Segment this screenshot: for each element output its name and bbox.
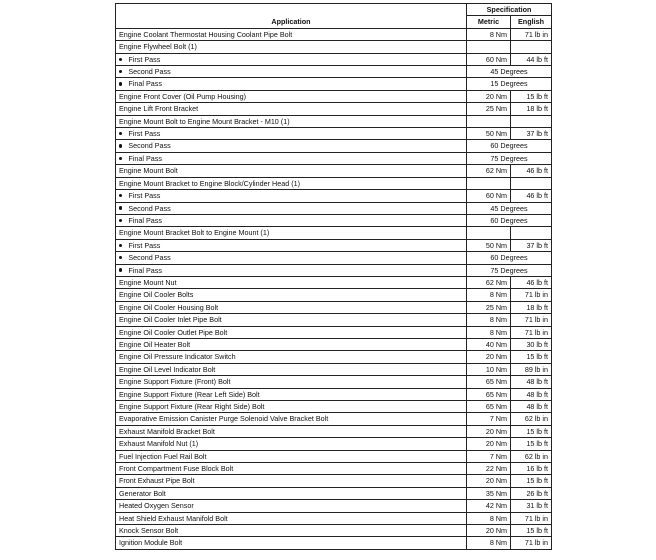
english-cell: 48 lb ft [511,376,552,388]
english-cell: 16 lb ft [511,463,552,475]
table-row [116,252,552,264]
metric-cell: 20 Nm [467,351,511,363]
table-row [116,388,552,400]
metric-cell: 8 Nm [467,314,511,326]
header-row-top [116,4,552,16]
application-cell [116,252,467,264]
application-label: Final Pass [128,265,162,275]
application-label: Engine Lift Front Bracket [119,104,199,114]
application-cell [116,326,467,338]
angle-spec-cell: 60 Degrees [467,252,552,264]
table-row [116,66,552,78]
table-row [116,90,552,102]
table-row [116,525,552,537]
table-row [116,351,552,363]
application-cell [116,450,467,462]
table-row [116,264,552,276]
application-label: Second Pass [128,203,171,213]
metric-cell: 8 Nm [467,512,511,524]
english-cell: 31 lb ft [511,500,552,512]
angle-spec-cell: 60 Degrees [467,214,552,226]
table-row [116,314,552,326]
application-cell [116,512,467,524]
table-row [116,140,552,152]
application-label: Engine Mount Bracket to Engine Block/Cylinder Head (1) [119,178,300,188]
table-row [116,413,552,425]
application-label: Exhaust Manifold Bracket Bolt [119,426,215,436]
application-label: Knock Sensor Bolt [119,526,179,536]
application-cell [116,165,467,177]
bullet-icon [119,58,122,61]
angle-spec-cell: 45 Degrees [467,202,552,214]
english-cell: 62 lb in [511,450,552,462]
table-row [116,152,552,164]
application-label: First Pass [128,240,161,250]
table-row [116,438,552,450]
application-cell [116,289,467,301]
bullet-icon [119,144,122,147]
application-label: Engine Oil Cooler Bolts [119,290,194,300]
english-cell: 15 lb ft [511,351,552,363]
english-cell: 15 lb ft [511,525,552,537]
application-label: Engine Oil Cooler Outlet Pipe Bolt [119,327,228,337]
english-cell [511,115,552,127]
bullet-icon [119,219,122,222]
metric-cell: 22 Nm [467,463,511,475]
table-row [116,227,552,239]
english-cell: 18 lb ft [511,103,552,115]
english-cell: 71 lb in [511,28,552,40]
application-label: Ignition Module Bolt [119,538,183,548]
bullet-icon [119,70,122,73]
english-cell: 48 lb ft [511,401,552,413]
angle-spec-cell: 60 Degrees [467,140,552,152]
application-cell [116,115,467,127]
application-label: Engine Mount Bolt [119,166,178,176]
table-row [116,463,552,475]
english-cell [511,227,552,239]
application-label: Engine Oil Cooler Inlet Pipe Bolt [119,315,222,325]
application-cell [116,78,467,90]
metric-cell: 42 Nm [467,500,511,512]
application-label: Heat Shield Exhaust Manifold Bolt [119,513,228,523]
table-row [116,301,552,313]
application-cell [116,401,467,413]
table-row [116,239,552,251]
application-label: Engine Oil Pressure Indicator Switch [119,352,236,362]
english-cell: 62 lb in [511,413,552,425]
bullet-icon [119,244,122,247]
application-cell [116,66,467,78]
metric-cell [467,115,511,127]
metric-cell: 20 Nm [467,525,511,537]
table-row [116,53,552,65]
application-cell [116,202,467,214]
application-cell [116,264,467,276]
table-row [116,276,552,288]
table-row [116,115,552,127]
application-label: Engine Mount Bracket Bolt to Engine Mount (1) [119,228,270,238]
application-label: Engine Coolant Thermostat Housing Coolant Pipe Bolt [119,29,293,39]
angle-spec-cell: 45 Degrees [467,66,552,78]
application-cell [116,525,467,537]
metric-cell [467,41,511,53]
english-cell [511,41,552,53]
english-cell: 37 lb ft [511,239,552,251]
metric-cell: 7 Nm [467,450,511,462]
english-cell: 46 lb ft [511,190,552,202]
metric-cell: 60 Nm [467,190,511,202]
metric-cell: 62 Nm [467,165,511,177]
column-header-english: English [511,16,552,28]
application-cell [116,500,467,512]
metric-cell: 20 Nm [467,438,511,450]
table-row [116,487,552,499]
application-label: Final Pass [128,79,162,89]
english-cell: 15 lb ft [511,90,552,102]
table-row [116,450,552,462]
application-cell [116,537,467,549]
application-cell [116,363,467,375]
metric-cell: 8 Nm [467,289,511,301]
application-cell [116,276,467,288]
table-body [116,28,552,549]
application-label: Second Pass [128,67,171,77]
application-label: Evaporative Emission Canister Purge Solenoid Valve Bracket Bolt [119,414,329,424]
metric-cell: 65 Nm [467,376,511,388]
application-label: Second Pass [128,253,171,263]
table-row [116,177,552,189]
english-cell: 26 lb ft [511,487,552,499]
english-cell: 15 lb ft [511,475,552,487]
table-row [116,338,552,350]
application-cell [116,128,467,140]
application-cell [116,314,467,326]
bullet-icon [119,206,122,209]
english-cell: 71 lb in [511,512,552,524]
application-cell [116,152,467,164]
application-cell [116,227,467,239]
application-cell [116,239,467,251]
application-label: Engine Front Cover (Oil Pump Housing) [119,91,247,101]
application-label: Generator Bolt [119,488,166,498]
application-cell [116,351,467,363]
metric-cell: 62 Nm [467,276,511,288]
english-cell: 37 lb ft [511,128,552,140]
application-label: Second Pass [128,141,171,151]
application-label: Exhaust Manifold Nut (1) [119,439,199,449]
metric-cell: 40 Nm [467,338,511,350]
table-row [116,214,552,226]
table-row [116,289,552,301]
english-cell: 71 lb in [511,289,552,301]
application-cell [116,438,467,450]
table-row [116,41,552,53]
english-cell: 30 lb ft [511,338,552,350]
metric-cell: 20 Nm [467,425,511,437]
bullet-icon [119,157,122,160]
table-row [116,363,552,375]
metric-cell: 60 Nm [467,53,511,65]
application-cell [116,140,467,152]
application-cell [116,388,467,400]
metric-cell: 8 Nm [467,326,511,338]
metric-cell: 50 Nm [467,239,511,251]
application-label: Fuel Injection Fuel Rail Bolt [119,451,207,461]
english-cell: 15 lb ft [511,425,552,437]
application-label: Engine Oil Cooler Housing Bolt [119,302,219,312]
angle-spec-cell: 75 Degrees [467,264,552,276]
application-label: Engine Support Fixture (Rear Left Side) Bolt [119,389,260,399]
bullet-icon [119,132,122,135]
table-row [116,128,552,140]
table-row [116,326,552,338]
application-label: Heated Oxygen Sensor [119,501,194,511]
metric-cell: 50 Nm [467,128,511,140]
table-row [116,165,552,177]
application-cell [116,376,467,388]
application-cell [116,413,467,425]
application-label: First Pass [128,54,161,64]
english-cell: 71 lb in [511,537,552,549]
table-row [116,78,552,90]
column-header-specification: Specification [467,4,552,16]
column-header-application: Application [116,4,467,29]
table-row [116,537,552,549]
application-label: Final Pass [128,153,162,163]
bullet-icon [119,268,122,271]
column-header-metric: Metric [467,16,511,28]
metric-cell: 25 Nm [467,301,511,313]
metric-cell: 20 Nm [467,90,511,102]
english-cell: 89 lb in [511,363,552,375]
english-cell: 44 lb ft [511,53,552,65]
metric-cell: 65 Nm [467,401,511,413]
metric-cell: 65 Nm [467,388,511,400]
application-cell [116,338,467,350]
application-label: Final Pass [128,215,162,225]
table-row [116,512,552,524]
english-cell: 71 lb in [511,314,552,326]
angle-spec-cell: 15 Degrees [467,78,552,90]
application-label: Engine Oil Heater Bolt [119,339,191,349]
metric-cell: 35 Nm [467,487,511,499]
application-label: Engine Support Fixture (Rear Right Side) Bolt [119,402,265,411]
application-cell [116,487,467,499]
application-label: Engine Support Fixture (Front) Bolt [119,377,231,387]
metric-cell: 10 Nm [467,363,511,375]
angle-spec-cell: 75 Degrees [467,152,552,164]
english-cell: 71 lb in [511,326,552,338]
bullet-icon [119,82,122,85]
metric-cell: 8 Nm [467,537,511,549]
table-row [116,376,552,388]
application-cell [116,103,467,115]
application-label: First Pass [128,129,161,139]
bullet-icon [119,256,122,259]
metric-cell: 7 Nm [467,413,511,425]
application-cell [116,90,467,102]
application-label: Engine Flywheel Bolt (1) [119,42,197,52]
table-row [116,425,552,437]
metric-cell [467,177,511,189]
application-label: Front Exhaust Pipe Bolt [119,476,195,486]
english-cell: 46 lb ft [511,165,552,177]
application-label: Engine Oil Level Indicator Bolt [119,364,216,374]
bullet-icon [119,194,122,197]
table-row [116,103,552,115]
table-row [116,500,552,512]
english-cell: 18 lb ft [511,301,552,313]
english-cell: 15 lb ft [511,438,552,450]
application-cell [116,41,467,53]
metric-cell: 8 Nm [467,28,511,40]
english-cell: 46 lb ft [511,276,552,288]
application-cell [116,425,467,437]
application-cell [116,177,467,189]
application-label: Engine Mount Nut [119,277,177,287]
application-cell [116,190,467,202]
application-cell [116,53,467,65]
table-row [116,190,552,202]
table-row [116,475,552,487]
application-cell [116,28,467,40]
application-label: Front Compartment Fuse Block Bolt [119,464,234,474]
application-label: Engine Mount Bolt to Engine Mount Bracket - M10 (1) [119,116,290,126]
metric-cell: 25 Nm [467,103,511,115]
torque-spec-table [115,3,552,550]
metric-cell: 20 Nm [467,475,511,487]
application-cell [116,463,467,475]
table-row [116,28,552,40]
application-label: First Pass [128,191,161,201]
application-cell [116,301,467,313]
metric-cell [467,227,511,239]
table-header [116,4,552,29]
table-row [116,202,552,214]
application-cell [116,475,467,487]
english-cell [511,177,552,189]
english-cell: 48 lb ft [511,388,552,400]
table-row [116,401,552,413]
application-cell [116,214,467,226]
